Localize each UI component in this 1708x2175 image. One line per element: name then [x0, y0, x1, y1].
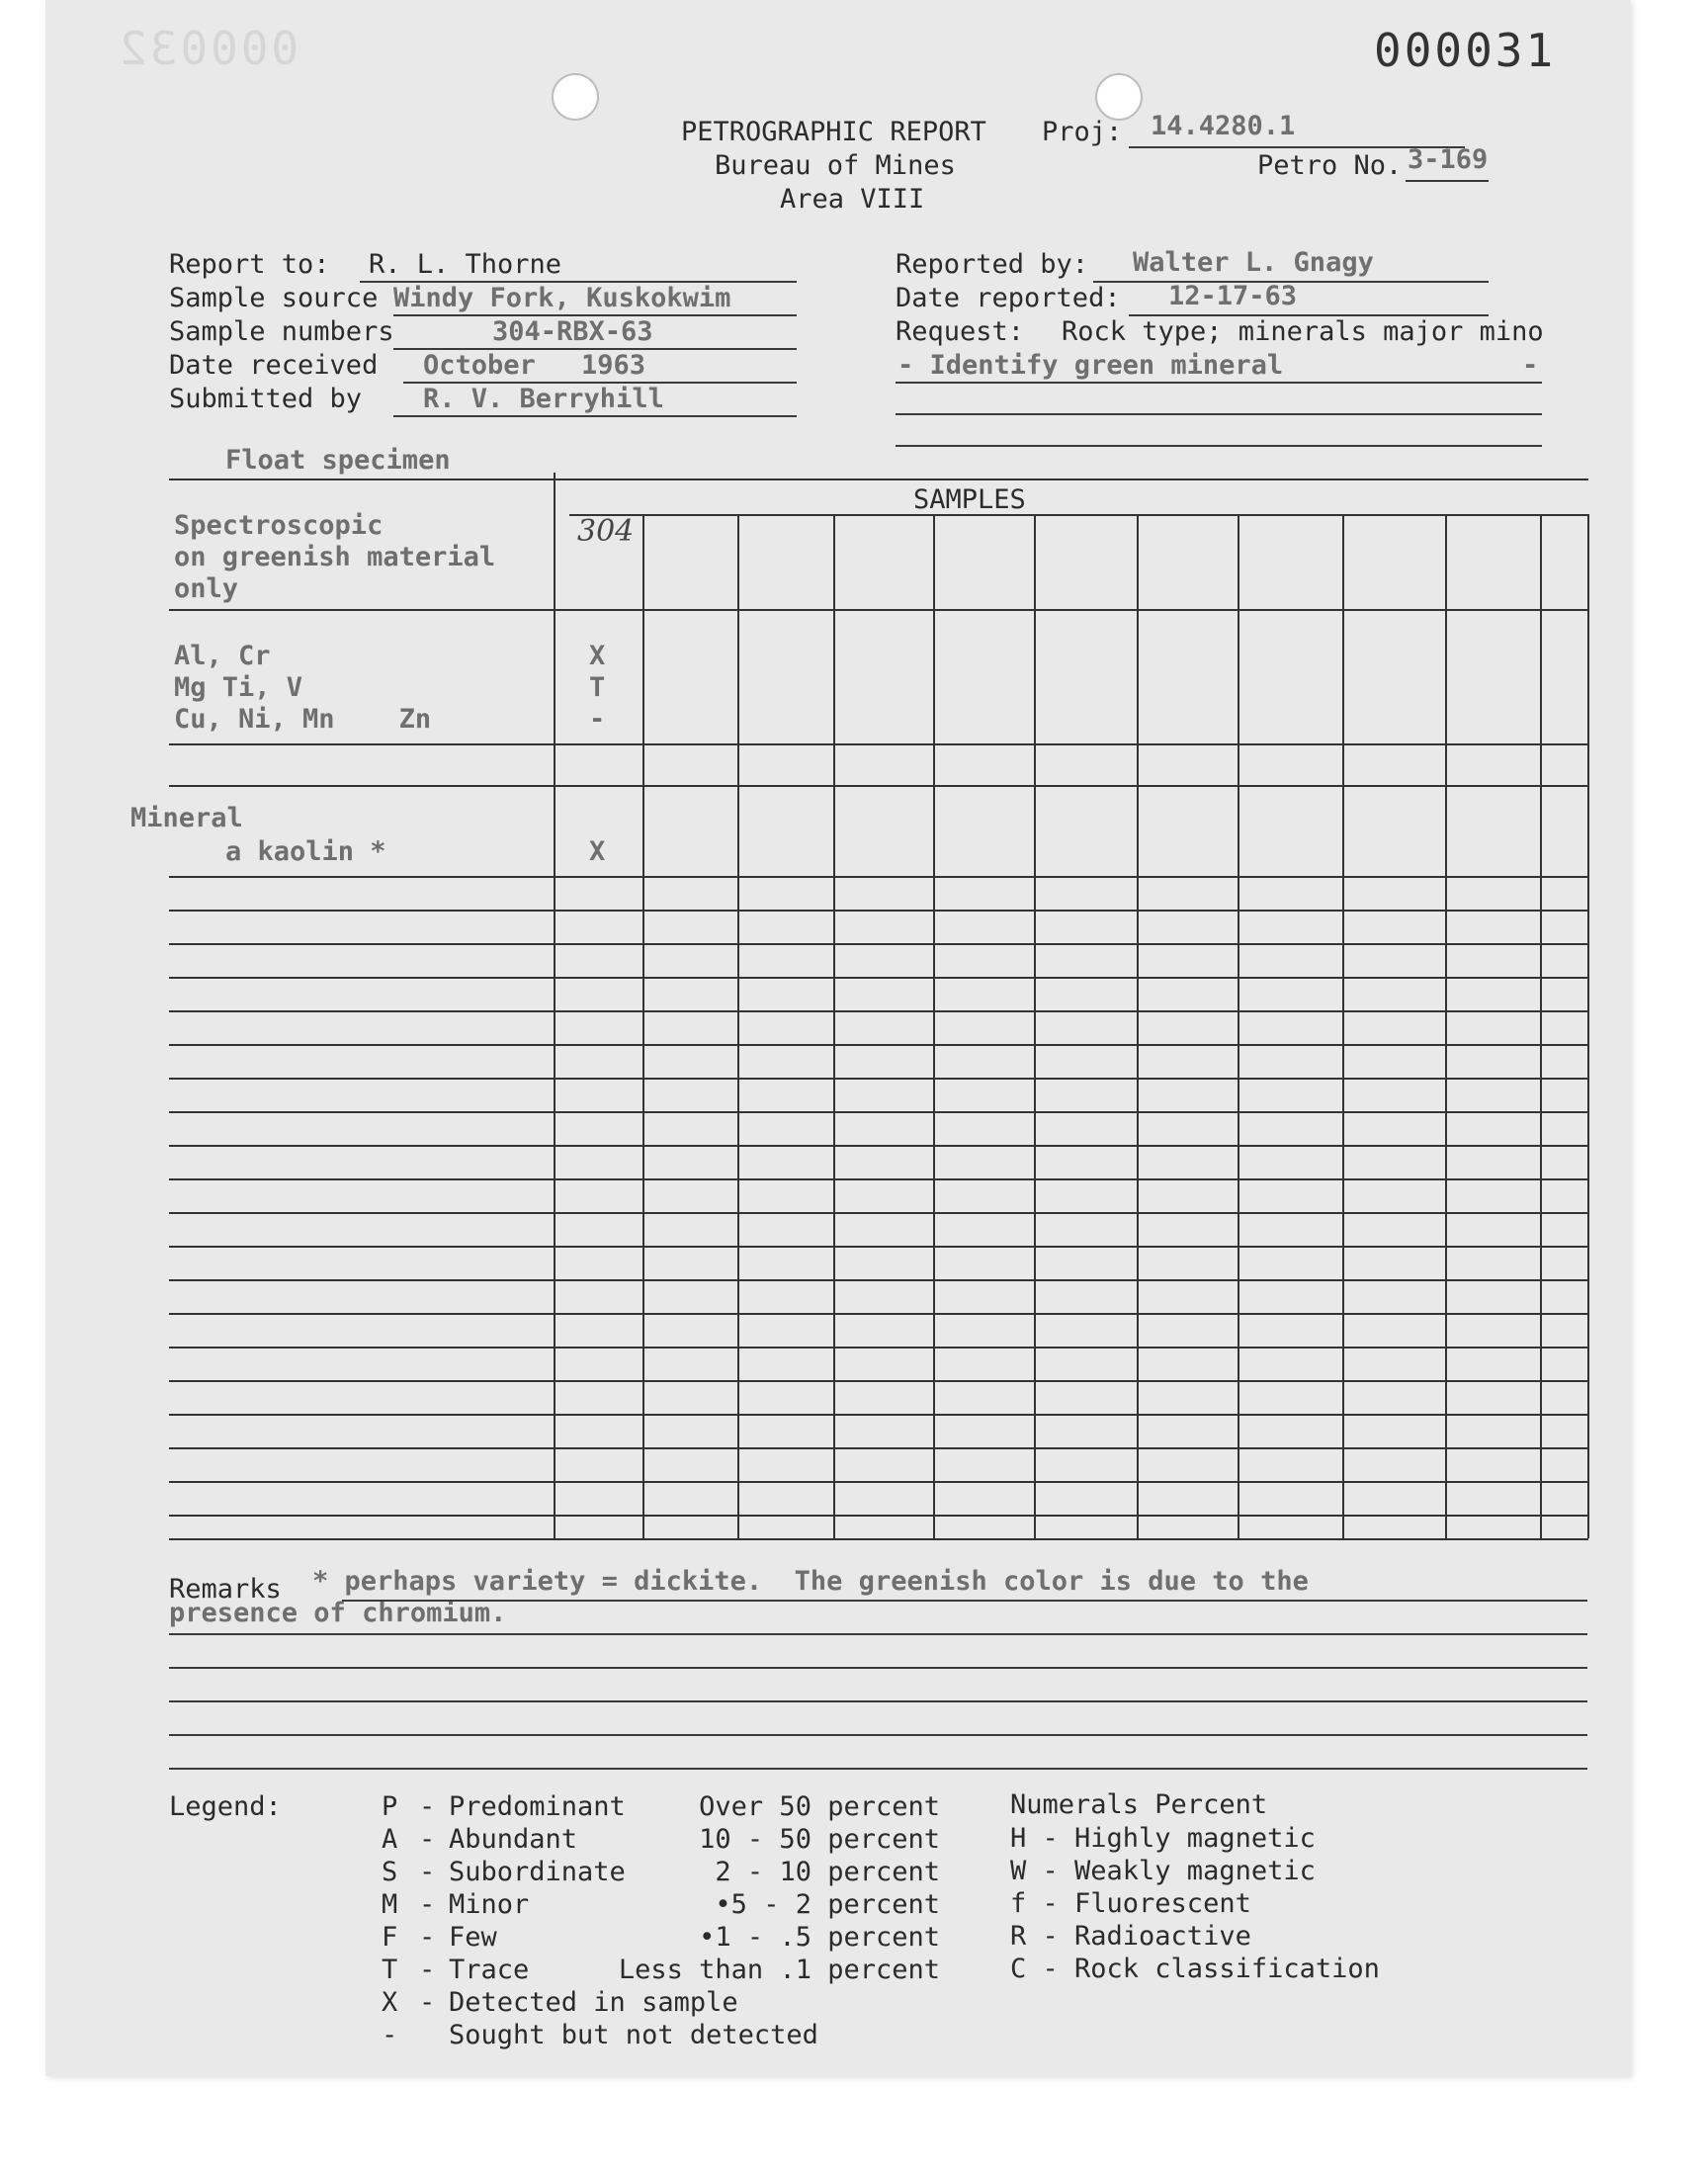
- area-name: Area VIII: [780, 184, 925, 215]
- date-reported-value: 12-17-63: [1168, 281, 1298, 311]
- mineral-row-label: a kaolin *: [225, 836, 386, 867]
- grid-row-line: [169, 1279, 1588, 1281]
- row-label-al-cr: Al, Cr: [174, 641, 271, 671]
- grid-column-line: [737, 514, 739, 1538]
- grid-row-line: [169, 1078, 1588, 1080]
- grid-column-line: [642, 514, 644, 1538]
- legend-dash: -: [419, 1857, 436, 1887]
- report-to-label: Report to:: [169, 249, 330, 280]
- request-underline-2: [896, 413, 1542, 415]
- report-to-value: R. L. Thorne: [369, 249, 562, 280]
- legend-code: X: [382, 1987, 398, 2018]
- samples-header-rule: [569, 514, 1588, 516]
- row-label-mg-ti-v: Mg Ti, V: [174, 672, 303, 703]
- submitted-by-value: R. V. Berryhill: [423, 384, 664, 414]
- legend-range: •5 - 2 percent: [715, 1889, 940, 1920]
- petro-underline: [1406, 180, 1489, 182]
- legend-desc: Detected in sample: [449, 1987, 738, 2018]
- row-label-cu-ni-mn-zn: Cu, Ni, Mn Zn: [174, 704, 432, 735]
- legend-desc: Abundant: [449, 1824, 578, 1855]
- grid-column-line: [1445, 514, 1447, 1538]
- grid-row-line: [169, 1447, 1588, 1449]
- grid-row-line: [169, 785, 1588, 787]
- legend-desc: Trace: [449, 1955, 530, 1985]
- legend-desc: Few: [449, 1922, 497, 1953]
- request-line-2-end: -: [1522, 350, 1539, 381]
- request-underline-1: [896, 382, 1542, 384]
- remarks-rule: [342, 1600, 1587, 1602]
- remarks-line-2: presence of chromium.: [169, 1598, 507, 1628]
- mineral-row-mark: X: [589, 836, 606, 867]
- legend-desc: Subordinate: [449, 1857, 626, 1887]
- date-reported-label: Date reported:: [896, 283, 1121, 313]
- sample-source-label: Sample source: [169, 283, 379, 313]
- report-title: PETROGRAPHIC REPORT: [681, 117, 986, 147]
- row-mark-al-cr: X: [589, 641, 606, 671]
- mineral-heading: Mineral: [130, 803, 243, 833]
- legend-range: 10 - 50 percent: [699, 1824, 940, 1855]
- grid-column-line: [1540, 514, 1542, 1538]
- date-received-value: October 1963: [423, 350, 646, 381]
- legend-dash: -: [419, 1889, 436, 1920]
- remarks-rule: [169, 1768, 1587, 1770]
- remarks-rule: [169, 1734, 1587, 1736]
- punch-hole-right: [1095, 73, 1143, 121]
- legend-code: P: [382, 1791, 398, 1822]
- grid-row-line: [169, 910, 1588, 912]
- legend-right-title: Numerals Percent: [1010, 1789, 1268, 1820]
- legend-right-entry: R - Radioactive: [1010, 1921, 1251, 1952]
- legend-desc: Predominant: [449, 1791, 626, 1822]
- grid-row-line: [169, 1414, 1588, 1416]
- grid-row-line: [169, 1313, 1588, 1315]
- submitted-by-label: Submitted by: [169, 384, 363, 414]
- date-received-label: Date received: [169, 350, 379, 381]
- table-top-rule: [169, 478, 1588, 480]
- legend-code: -: [382, 2020, 398, 2050]
- grid-column-line: [1342, 514, 1344, 1538]
- request-line-2: - Identify green mineral: [897, 350, 1284, 381]
- grid-row-line: [169, 943, 1588, 945]
- grid-column-line: [1034, 514, 1036, 1538]
- legend-dash: -: [419, 1922, 436, 1953]
- legend-range: Less than .1 percent: [618, 1955, 940, 1985]
- grid-bottom-rule: [169, 1538, 1588, 1540]
- legend-right-entry: C - Rock classification: [1010, 1954, 1380, 1984]
- report-sheet: [45, 0, 1631, 2076]
- grid-row-line: [169, 743, 1588, 745]
- grid-row-line: [169, 1178, 1588, 1180]
- remarks-label: Remarks: [169, 1574, 282, 1605]
- grid-row-line: [169, 1044, 1588, 1046]
- grid-row-line: [169, 1347, 1588, 1348]
- sample-304-handwritten: 304: [577, 514, 635, 549]
- remarks-line-1: * perhaps variety = dickite. The greenish color is due to the: [312, 1566, 1309, 1597]
- proj-value: 14.4280.1: [1151, 111, 1296, 141]
- proj-label: Proj:: [1042, 117, 1123, 147]
- grid-row-line: [169, 977, 1588, 979]
- petro-value: 3-169: [1408, 144, 1489, 175]
- request-underline-3: [896, 445, 1542, 447]
- legend-dash: -: [419, 1955, 436, 1985]
- legend-code: S: [382, 1857, 398, 1887]
- punch-hole-left: [552, 73, 599, 121]
- bleed-through-number: 000032: [117, 22, 299, 75]
- grid-column-line: [933, 514, 935, 1538]
- reported-by-label: Reported by:: [896, 249, 1089, 280]
- grid-column-line: [1137, 514, 1139, 1538]
- agency-name: Bureau of Mines: [715, 150, 956, 181]
- sample-source-value: Windy Fork, Kuskokwim: [393, 283, 731, 313]
- reported-by-value: Walter L. Gnagy: [1133, 247, 1374, 278]
- petro-label: Petro No.: [1257, 150, 1403, 181]
- spectro-line-2: on greenish material: [174, 542, 496, 572]
- request-label: Request:: [896, 316, 1025, 347]
- grid-row-line: [169, 1481, 1588, 1483]
- grid-row-line: [169, 1145, 1588, 1147]
- legend-code: A: [382, 1824, 398, 1855]
- legend-code: T: [382, 1955, 398, 1985]
- legend-dash: -: [419, 1987, 436, 2018]
- remarks-rule: [169, 1700, 1587, 1702]
- legend-right-entry: W - Weakly magnetic: [1010, 1856, 1316, 1886]
- remarks-rule: [169, 1633, 1587, 1635]
- row-mark-mg-ti-v: T: [589, 672, 606, 703]
- legend-desc: Minor: [449, 1889, 530, 1920]
- legend-dash: -: [419, 1791, 436, 1822]
- document-number: 000031: [1374, 24, 1557, 77]
- grid-column-line: [1238, 514, 1239, 1538]
- grid-row-line: [169, 1515, 1588, 1517]
- legend-range: •1 - .5 percent: [699, 1922, 940, 1953]
- remarks-rule: [169, 1667, 1587, 1669]
- grid-row-line: [169, 1111, 1588, 1113]
- grid-column-line: [554, 473, 555, 1538]
- grid-row-line: [169, 1212, 1588, 1214]
- legend-right-entry: H - Highly magnetic: [1010, 1823, 1316, 1854]
- spectro-line-3: only: [174, 573, 239, 604]
- grid-row-line: [169, 1246, 1588, 1248]
- grid-row-line: [169, 876, 1588, 878]
- sample-numbers-value: 304-RBX-63: [492, 316, 653, 347]
- grid-row-line: [169, 1010, 1588, 1012]
- grid-column-line: [1587, 514, 1589, 1538]
- legend-code: M: [382, 1889, 398, 1920]
- spectro-line-1: Spectroscopic: [174, 510, 384, 541]
- legend-range: 2 - 10 percent: [715, 1857, 940, 1887]
- legend-label: Legend:: [169, 1791, 282, 1822]
- request-value: Rock type; minerals major mino: [1062, 316, 1544, 347]
- submitted-by-underline: [393, 415, 797, 417]
- row-mark-cu-ni-mn-zn: -: [589, 704, 606, 735]
- legend-range: Over 50 percent: [699, 1791, 940, 1822]
- grid-column-line: [833, 514, 835, 1538]
- grid-row-line: [169, 1380, 1588, 1382]
- samples-header: SAMPLES: [913, 484, 1026, 515]
- legend-desc: Sought but not detected: [449, 2020, 818, 2050]
- float-note: Float specimen: [225, 445, 451, 476]
- grid-row-line: [169, 609, 1588, 611]
- legend-code: F: [382, 1922, 398, 1953]
- legend-right-entry: f - Fluorescent: [1010, 1888, 1251, 1919]
- legend-dash: -: [419, 1824, 436, 1855]
- sample-numbers-label: Sample numbers: [169, 316, 394, 347]
